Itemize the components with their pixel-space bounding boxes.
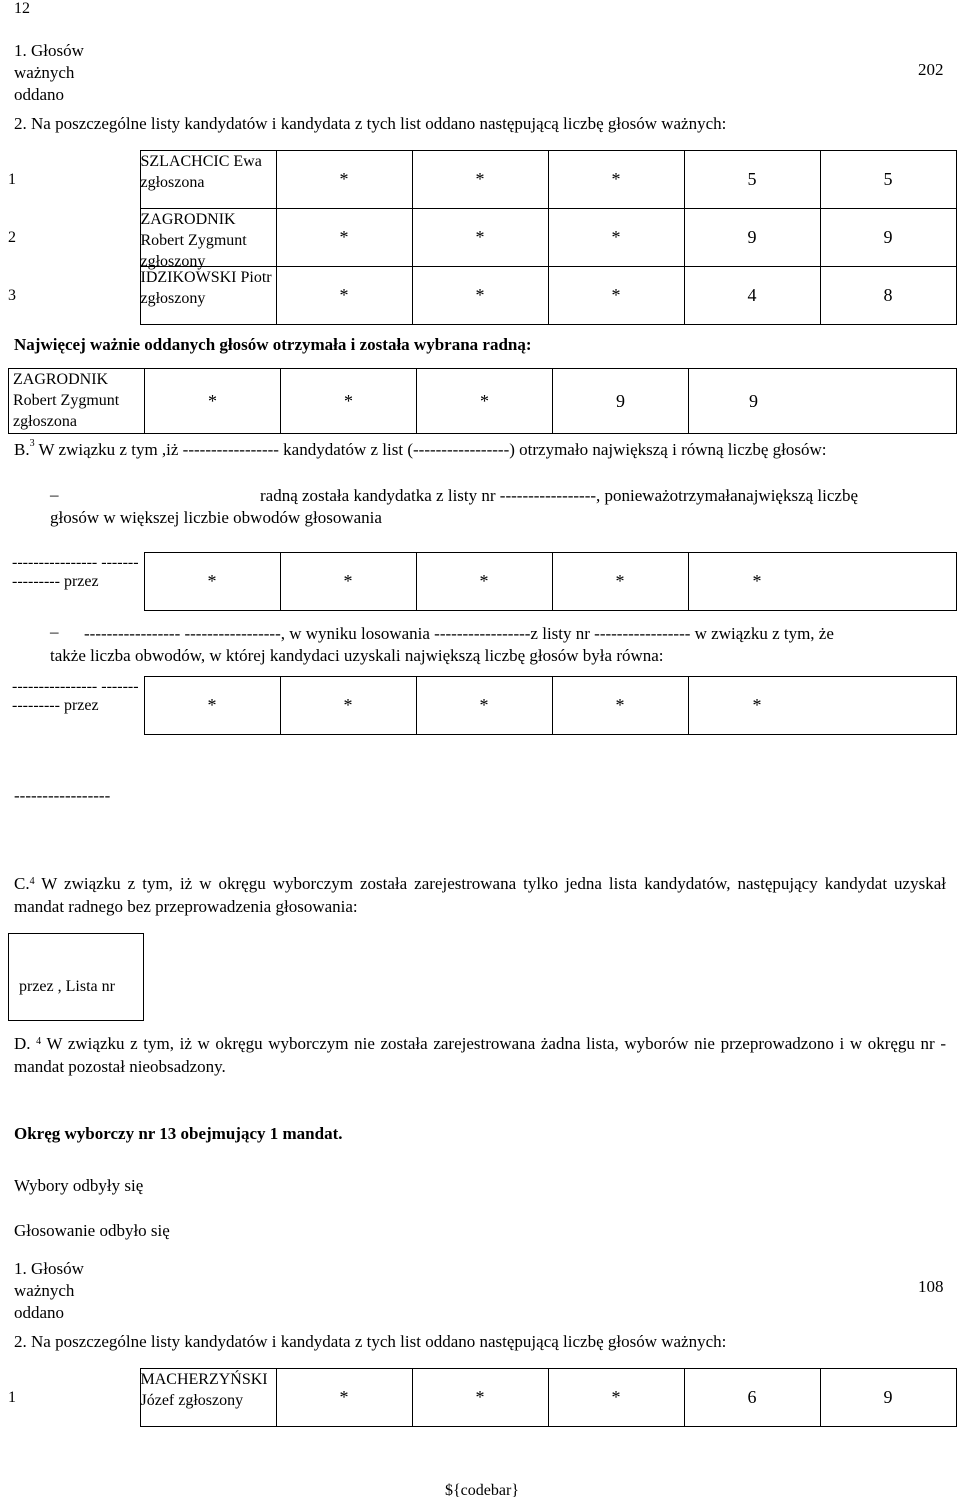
star-cell: * — [412, 267, 548, 325]
star-cell: * — [276, 151, 412, 209]
candidate-name-text: ZAGRODNIK Robert Zygmunt zgłoszony — [140, 211, 247, 270]
bullet2-cont: także liczba obwodów, w której kandydaci uzyskali największą liczbę głosów była równa: — [50, 646, 664, 665]
section-c-text: W związku z tym, iż w okręgu wyborczym została zarejestrowana tylko jedna lista kandydatów, następujący kandydat uzyskał mandat radnego bez przeprowadzenia głosowania: — [14, 874, 946, 916]
votes-cell: 5 — [820, 151, 956, 209]
star-cell: * — [688, 553, 956, 611]
section-c-sup: 4 — [29, 876, 35, 887]
section-c-prefix: C. — [14, 874, 30, 893]
winner-name — [9, 369, 145, 434]
star-cell: * — [416, 677, 552, 735]
district-per-list-heading: 2. Na poszczególne listy kandydatów i kandydata z tych list oddano następującą liczbę głosów ważnych: — [14, 1332, 727, 1351]
star-cell: * — [412, 209, 548, 267]
table-row — [9, 369, 957, 434]
valid-votes-label: 1. Głosów ważnych oddano — [14, 41, 84, 104]
star-cell: * — [276, 209, 412, 267]
bullet-dash: – — [50, 485, 59, 504]
district-valid-votes-label: 1. Głosów ważnych oddano — [14, 1259, 84, 1322]
star-cell: * — [412, 1369, 548, 1427]
star-cell: * — [548, 267, 684, 325]
bullet-dash: – — [50, 622, 59, 641]
star-cell: * — [144, 553, 280, 611]
star-cell: * — [412, 151, 548, 209]
table-row — [4, 1369, 956, 1427]
row-number: 1 — [8, 1388, 16, 1406]
star-cell: * — [276, 1369, 412, 1427]
votes-cell: 9 — [820, 1369, 956, 1427]
bullet1-text: radną została kandydatka z listy nr -----------------, ponieważotrzymałanajwiększą liczbę — [260, 486, 858, 505]
star-cell: * — [276, 267, 412, 325]
bullet2-text: ----------------- -----------------, w wyniku losowania -----------------z listy nr ----------------- w związku z tym, że — [84, 624, 834, 643]
section-b-text: W związku z tym ,iż ----------------- kandydatów z list (-----------------) otrzymało największą i równą liczbę głosów: — [38, 440, 827, 459]
section-b-sup: 3 — [29, 438, 35, 449]
tie-table-1 — [8, 552, 957, 611]
star-cell: * — [280, 553, 416, 611]
star-cell: * — [281, 369, 417, 434]
star-cell: * — [548, 209, 684, 267]
voting-held: Głosowanie odbyło się — [14, 1221, 170, 1240]
star-cell: * — [552, 553, 688, 611]
candidates-table — [4, 150, 957, 325]
district-valid-votes-value: 108 — [918, 1277, 944, 1296]
star-cell: * — [552, 677, 688, 735]
valid-votes-value: 202 — [918, 60, 944, 79]
district-candidates-table — [4, 1368, 957, 1427]
table-row — [4, 151, 956, 209]
votes-cell: 9 — [684, 209, 820, 267]
winner-table — [8, 368, 957, 434]
tie-table-2 — [8, 676, 957, 735]
section-b-prefix: B. — [14, 440, 30, 459]
table-row — [8, 677, 956, 735]
star-cell: * — [144, 677, 280, 735]
section-d-text: W związku z tym, iż w okręgu wyborczym nie została zarejestrowana żadna lista, wyborów nie przeprowadzono i w okręgu nr - mandat pozostał nieobsadzony. — [14, 1034, 947, 1076]
per-list-heading: 2. Na poszczególne listy kandydatów i kandydata z tych list oddano następującą liczbę głosów ważnych: — [14, 114, 727, 133]
tie-name-text: ---------------- ---------------- przez — [12, 553, 139, 590]
table-row — [4, 267, 956, 325]
table-row — [8, 553, 956, 611]
footer-codebar: ${codebar} — [445, 1482, 519, 1499]
candidate-name-text: IDZIKOWSKI Piotr zgłoszony — [140, 269, 272, 307]
votes-cell: 9 — [689, 369, 957, 434]
tie-name — [8, 677, 144, 735]
candidate-name-text: MACHERZYŃSKI Józef zgłoszony — [140, 1371, 268, 1409]
votes-cell: 9 — [553, 369, 689, 434]
candidate-name — [140, 209, 276, 270]
section-c — [14, 872, 946, 918]
section-d — [14, 1032, 946, 1078]
votes-cell: 5 — [684, 151, 820, 209]
star-cell: * — [688, 677, 956, 735]
district-heading: Okręg wyborczy nr 13 obejmujący 1 mandat. — [14, 1124, 343, 1143]
votes-cell: 6 — [684, 1369, 820, 1427]
star-cell: * — [548, 151, 684, 209]
candidate-name — [140, 1369, 276, 1427]
star-cell: * — [417, 369, 553, 434]
row-number: 3 — [8, 286, 16, 304]
page-number: 12 — [14, 0, 30, 17]
star-cell: * — [416, 553, 552, 611]
section-d-sup: 4 — [36, 1036, 42, 1047]
tie-name-text: ---------------- ---------------- przez — [12, 677, 139, 714]
star-cell: * — [145, 369, 281, 434]
candidate-name — [140, 267, 276, 325]
row-number: 2 — [8, 228, 16, 246]
star-cell: * — [280, 677, 416, 735]
votes-cell: 4 — [684, 267, 820, 325]
candidate-name — [140, 151, 276, 209]
star-cell: * — [548, 1369, 684, 1427]
elections-held: Wybory odbyły się — [14, 1176, 144, 1195]
sole-candidate-text: przez , Lista nr — [19, 978, 115, 995]
row-number: 1 — [8, 170, 16, 188]
winner-heading: Najwięcej ważnie oddanych głosów otrzymała i została wybrana radną: — [14, 335, 532, 354]
bullet1-cont: głosów w większej liczbie obwodów głosowania — [50, 508, 382, 527]
sole-candidate-box — [8, 933, 144, 1021]
section-b — [14, 440, 826, 460]
winner-name-text: ZAGRODNIK Robert Zygmunt zgłoszona — [13, 371, 120, 430]
table-row — [4, 209, 956, 267]
trailing-dashes: ----------------- — [14, 786, 111, 805]
section-d-prefix: D. — [14, 1034, 31, 1053]
votes-cell: 9 — [820, 209, 956, 267]
votes-cell: 8 — [820, 267, 956, 325]
tie-name — [8, 553, 144, 611]
candidate-name-text: SZLACHCIC Ewa zgłoszona — [140, 153, 262, 191]
